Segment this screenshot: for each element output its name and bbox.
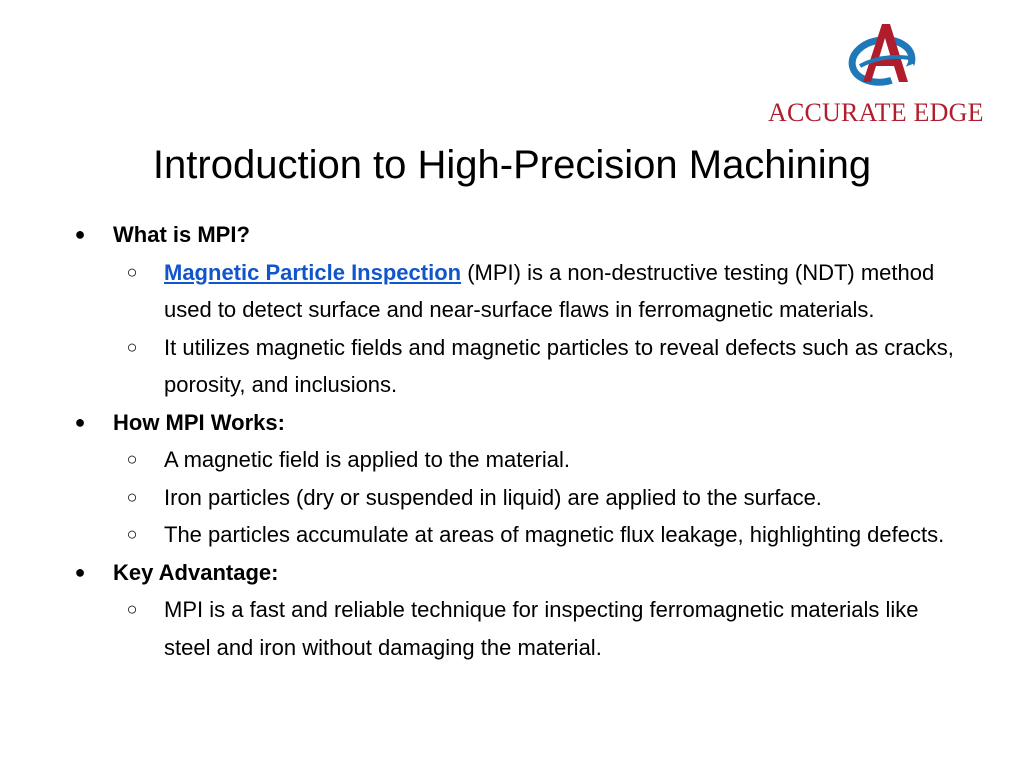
mpi-link[interactable]: Magnetic Particle Inspection: [164, 259, 462, 285]
bullet-heading: [70, 404, 990, 442]
bullet-icon: ●: [74, 561, 86, 582]
item-text: A magnetic field is applied to the material.: [164, 447, 571, 472]
heading-text: What is MPI?: [113, 222, 250, 247]
list-item: [70, 591, 990, 666]
item-text: Iron particles (dry or suspended in liquid) are applied to the surface.: [164, 484, 822, 510]
item-text: It utilizes magnetic fields and magnetic particles to reveal defects such as cracks, porosity, and inclusions.: [164, 334, 954, 397]
bullet-icon: ●: [74, 224, 86, 244]
sub-list: [70, 441, 990, 554]
sub-bullet-icon: ○: [126, 261, 138, 282]
heading-text: How MPI Works:: [113, 409, 285, 435]
sub-bullet-icon: ○: [126, 486, 138, 507]
sub-list: [70, 591, 990, 666]
list-item: [70, 479, 990, 517]
logo-mark-icon: [846, 24, 918, 90]
slide-content: [70, 216, 990, 666]
bullet-heading: [70, 554, 990, 592]
heading-text: Key Advantage:: [113, 559, 279, 585]
list-item: [70, 441, 990, 479]
item-text: MPI is a fast and reliable technique for inspecting ferromagnetic materials like steel and iron without damaging the material.: [164, 597, 919, 660]
section-how-mpi-works: [70, 404, 990, 554]
sub-bullet-icon: ○: [126, 524, 138, 544]
slide-title: Introduction to High-Precision Machining: [152, 143, 872, 187]
company-logo: [766, 24, 998, 128]
section-what-is-mpi: [70, 216, 990, 404]
sub-bullet-icon: ○: [126, 336, 138, 357]
logo-text: ACCURATE EDGE: [768, 98, 984, 127]
sub-bullet-icon: ○: [126, 599, 138, 619]
section-key-advantage: [70, 554, 990, 667]
sub-list: [70, 254, 990, 404]
list-item: [70, 329, 990, 404]
item-text: (MPI) is a non-destructive testing (NDT) method used to detect surface and near-surface flaws in ferromagnetic materials.: [164, 259, 935, 322]
bullet-heading: [70, 216, 990, 254]
bullet-icon: ●: [74, 411, 86, 432]
list-item: [70, 254, 990, 329]
list-item: [70, 516, 990, 554]
sub-bullet-icon: ○: [126, 449, 138, 469]
item-text: The particles accumulate at areas of magnetic flux leakage, highlighting defects.: [164, 522, 945, 547]
